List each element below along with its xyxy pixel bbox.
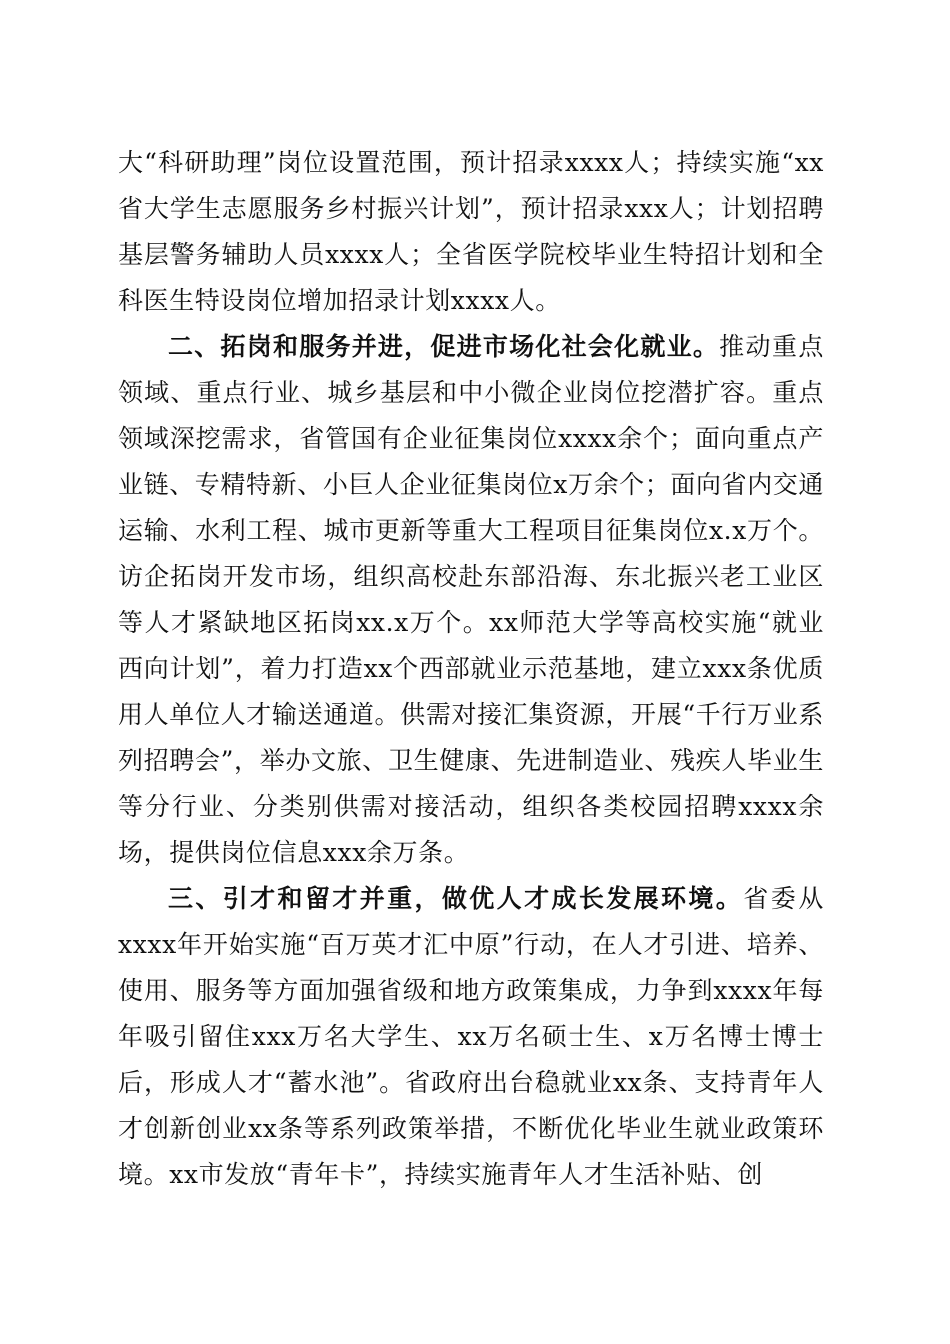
paragraph-section-2: [118, 324, 824, 876]
document-body: [118, 140, 824, 1198]
paragraph-text: 大“科研助理”岗位设置范围，预计招录xxxx人；持续实施“xx省大学生志愿服务乡村振兴计划”，预计招录xxx人；计划招聘基层警务辅助人员xxxx人；全省医学院校毕业生特招计划和全科医生特设岗位增加招录计划xxxx人。: [118, 148, 824, 315]
paragraph-text: 省委从xxxx年开始实施“百万英才汇中原”行动，在人才引进、培养、使用、服务等方面加强省级和地方政策集成，力争到xxxx年每年吸引留住xxx万名大学生、xx万名硕士生、x万名博士博士后，形成人才“蓄水池”。省政府出台稳就业xx条、支持青年人才创新创业xx条等系列政策举措，不断优化毕业生就业政策环境。xx市发放“青年卡”，持续实施青年人才生活补贴、创: [118, 884, 824, 1189]
section-heading: 二、拓岗和服务并进，促进市场化社会化就业。: [168, 332, 720, 361]
paragraph-section-3: [118, 876, 824, 1198]
paragraph-continuation: [118, 140, 824, 324]
section-heading: 三、引才和留才并重，做优人才成长发展环境。: [168, 884, 744, 913]
paragraph-text: 推动重点领域、重点行业、城乡基层和中小微企业岗位挖潜扩容。重点领域深挖需求，省管国有企业征集岗位xxxx余个；面向重点产业链、专精特新、小巨人企业征集岗位x万余个；面向省内交通运输、水利工程、城市更新等重大工程项目征集岗位x.x万个。访企拓岗开发市场，组织高校赴东部沿海、东北振兴老工业区等人才紧缺地区拓岗xx.x万个。xx师范大学等高校实施“就业西向计划”，着力打造xx个西部就业示范基地，建立xxx条优质用人单位人才输送通道。供需对接汇集资源，开展“千行万业系列招聘会”，举办文旅、卫生健康、先进制造业、残疾人毕业生等分行业、分类别供需对接活动，组织各类校园招聘xxxx余场，提供岗位信息xxx余万条。: [118, 332, 825, 867]
